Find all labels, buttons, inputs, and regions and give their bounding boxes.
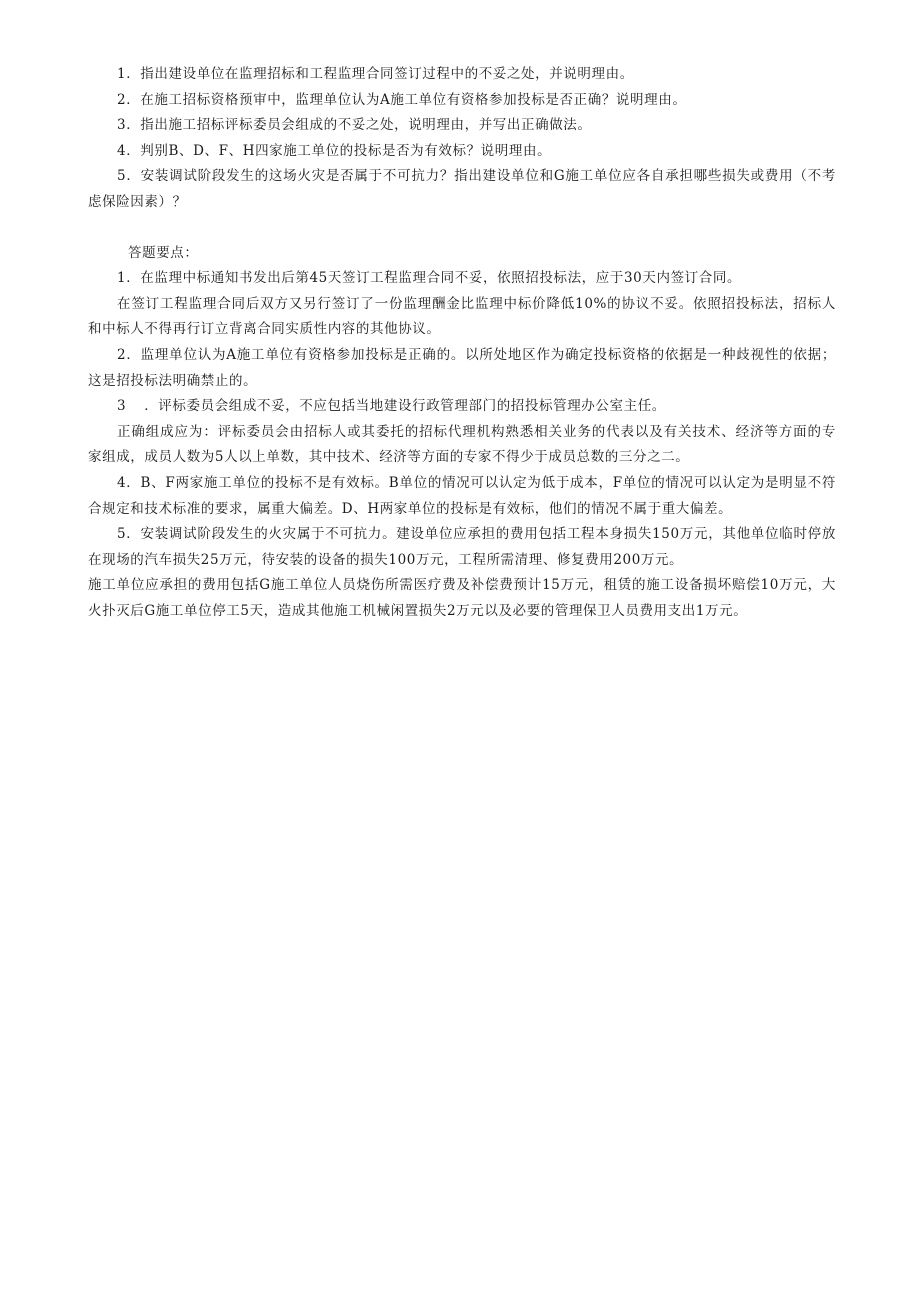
answer-3-paragraph-1	[88, 394, 836, 420]
answer-3-paragraph-2: 正确组成应为：评标委员会由招标人或其委托的招标代理机构熟悉相关业务的代表以及有关技术、经济等方面的专家组成，成员人数为5人以上单数，其中技术、经济等方面的专家不得少于成员总数的三分之二。	[88, 423, 836, 466]
document-page	[88, 62, 836, 624]
answer-list	[88, 266, 836, 624]
question-list	[88, 62, 836, 216]
answer-3-number: 3	[117, 398, 127, 415]
answer-3-text: ．评标委员会组成不妥，不应包括当地建设行政管理部门的招投标管理办公室主任。	[144, 398, 666, 415]
question-1: 1．指出建设单位在监理招标和工程监理合同签订过程中的不妥之处，并说明理由。	[117, 66, 634, 82]
answer-1-paragraph-2: 在签订工程监理合同后双方又另行签订了一份监理酬金比监理中标价降低10%的协议不妥。依照招投标法，招标人和中标人不得再行订立背离合同实质性内容的其他协议。	[88, 295, 836, 338]
section-gap	[88, 216, 836, 241]
answer-5-paragraph-1: 5．安装调试阶段发生的火灾属于不可抗力。建设单位应承担的费用包括工程本身损失150万元，其他单位临时停放在现场的汽车损失25万元，待安装的设备的损失100万元，工程所需清理、修复费用200万元。	[88, 526, 836, 568]
answer-heading: 答题要点：	[128, 244, 199, 261]
question-3: 3．指出施工招标评标委员会组成的不妥之处，说明理由，并写出正确做法。	[117, 117, 592, 134]
answer-2: 2．监理单位认为A施工单位有资格参加投标是正确的。以所处地区作为确定投标资格的依据是一种歧视性的依据；这是招投标法明确禁止的。	[88, 346, 836, 389]
question-4: 4．判别B、D、F、H四家施工单位的投标是否为有效标？说明理由。	[117, 142, 552, 159]
answer-4: 4．B、F两家施工单位的投标不是有效标。B单位的情况可以认定为低于成本，F单位的情况可以认定为是明显不符合规定和技术标准的要求，属重大偏差。D、H两家单位的投标是有效标，他们的情况不属于重大偏差。	[88, 474, 836, 517]
answer-1-paragraph-1: 1．在监理中标通知书发出后第45天签订工程监理合同不妥，依照招投标法，应于30天内签订合同。	[117, 270, 742, 287]
question-2: 2．在施工招标资格预审中，监理单位认为A施工单位有资格参加投标是否正确？说明理由。	[117, 91, 687, 108]
answer-5-paragraph-2: 施工单位应承担的费用包括G施工单位人员烧伤所需医疗费及补偿费预计15万元，租赁的施工设备损坏赔偿10万元，大火扑灭后G施工单位停工5天，造成其他施工机械闲置损失2万元以及必要的管理保卫人员费用支出1万元。	[88, 577, 836, 619]
question-5: 5．安装调试阶段发生的这场火灾是否属于不可抗力？指出建设单位和G施工单位应各自承担哪些损失或费用（不考虑保险因素）？	[88, 168, 836, 210]
